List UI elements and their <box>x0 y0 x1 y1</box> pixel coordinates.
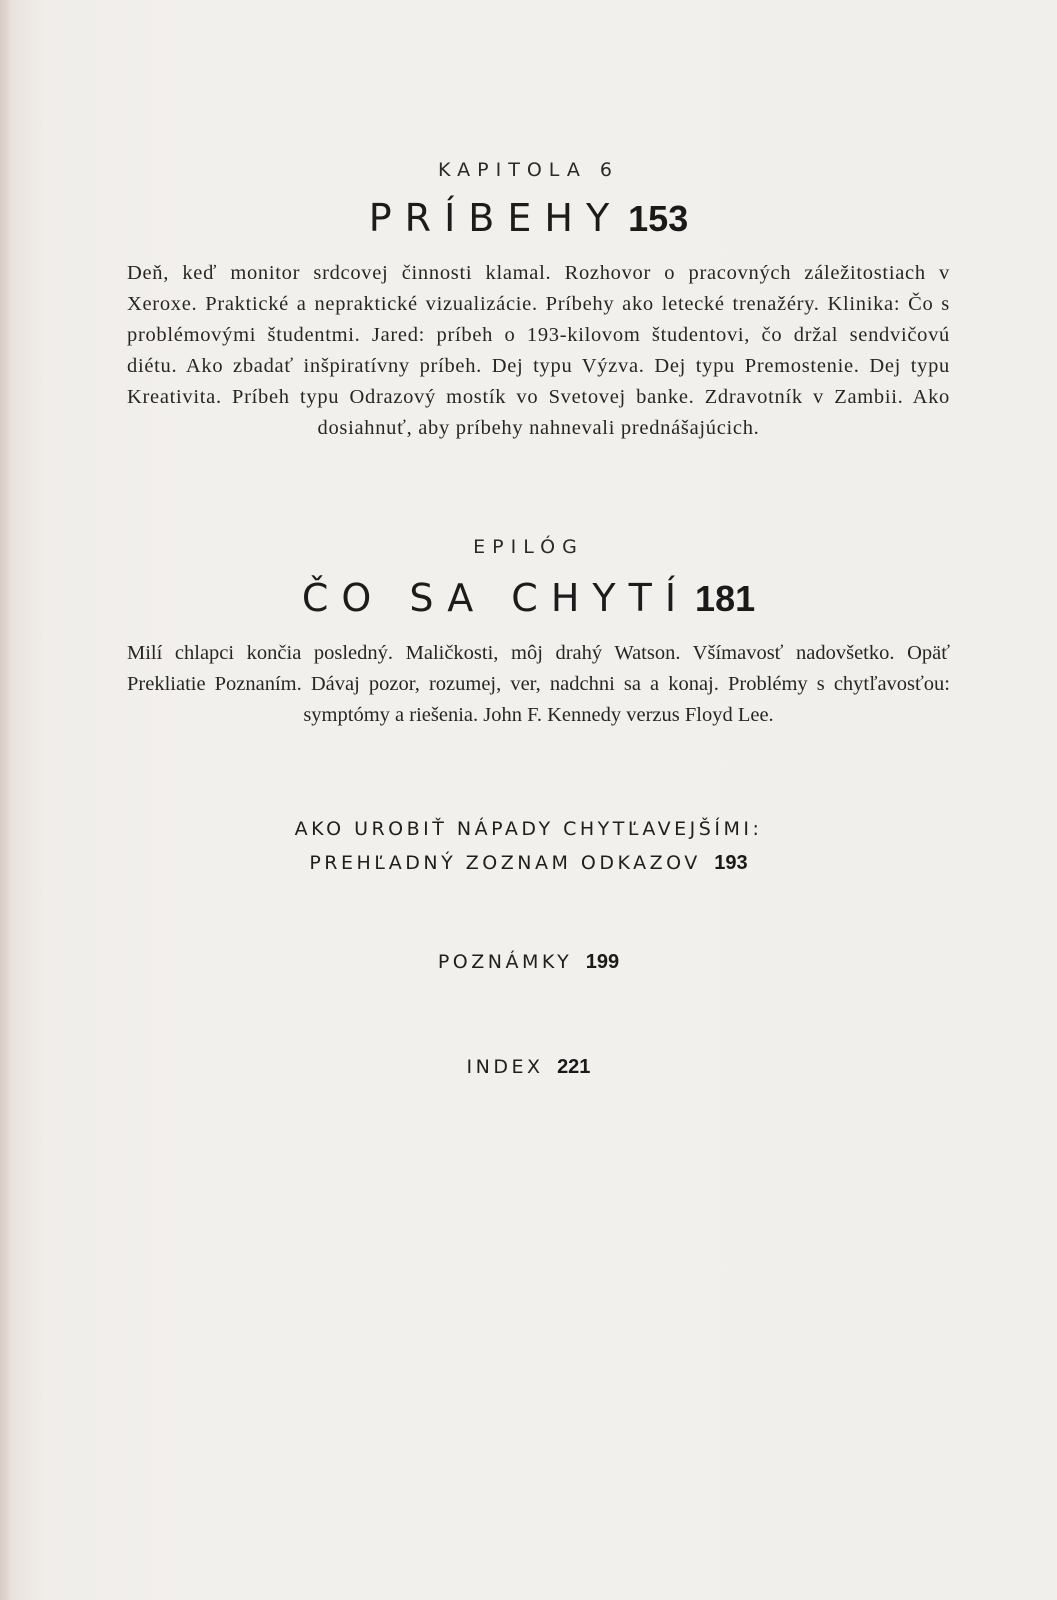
chapter-page-number: 153 <box>628 198 689 239</box>
index-page-number: 221 <box>557 1056 591 1078</box>
reference-list-line2-row <box>0 846 1057 880</box>
reference-list-heading <box>0 812 1057 880</box>
reference-list-line2: PREHĽADNÝ ZOZNAM ODKAZOV <box>309 852 701 874</box>
epilogue-title: ČO SA CHYTÍ <box>301 576 690 620</box>
chapter-eyebrow-text: KAPITOLA 6 <box>438 159 619 181</box>
chapter-title: PRÍBEHY <box>368 196 623 240</box>
reference-list-page-number: 193 <box>714 852 748 874</box>
chapter-heading <box>0 196 1057 240</box>
index-heading <box>0 1050 1057 1084</box>
index-title: INDEX <box>466 1056 544 1078</box>
notes-heading <box>0 945 1057 979</box>
chapter-summary: Deň, keď monitor srdcovej činnosti klamal. Rozhovor o pracovných záležitostiach v Xeroxe. Praktické a nepraktické vizualizácie. Príbehy ako letecké trenažéry. Klinika: Čo s problémovými študentmi. Jared: príbeh o 193-kilovom študentovi, čo držal sendvičovú diétu. Ako zbadať inšpiratívny príbeh. Dej typu Výzva. Dej typu Premostenie. Dej typu Kreativita. Príbeh typu Odrazový mostík vo Svetovej banke. Zdravotník v Zambii. Ako dosiahnuť, aby príbehy nahnevali prednášajúcich. <box>127 262 950 439</box>
epilogue-eyebrow-text: EPILÓG <box>473 536 584 558</box>
page-gutter <box>0 0 10 1600</box>
epilogue-page-number: 181 <box>695 578 756 619</box>
epilogue-heading <box>0 576 1057 620</box>
notes-page-number: 199 <box>585 951 620 973</box>
epilogue-eyebrow <box>0 536 1057 558</box>
chapter-eyebrow <box>0 159 1057 181</box>
epilogue-summary: Milí chlapci končia posledný. Maličkosti, môj drahý Watson. Všímavosť nadovšetko. Opäť Prekliatie Poznaním. Dávaj pozor, rozumej, ver, nadchni sa a konaj. Problémy s chytľavosťou: symptómy a riešenia. John F. Kennedy verzus Floyd Lee. <box>127 642 950 726</box>
notes-title: POZNÁMKY <box>437 951 573 973</box>
reference-list-line1: AKO UROBIŤ NÁPADY CHYTĽAVEJŠÍMI: <box>294 818 763 840</box>
